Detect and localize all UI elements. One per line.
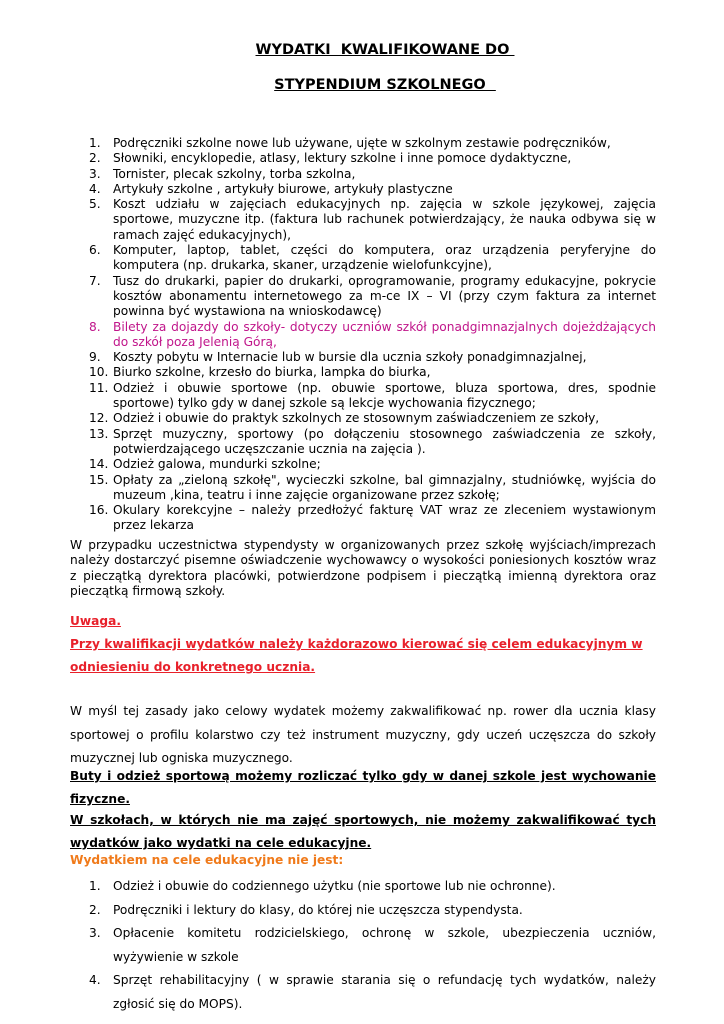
list-item: [60, 969, 656, 1016]
list-item-text: Odzież i obuwie do praktyk szkolnych ze stosownym zaświadczeniem ze szkoły,: [113, 411, 600, 426]
eligible-expenses-list: [60, 136, 656, 534]
list-item-number: 8.: [89, 319, 101, 334]
list-item: [60, 503, 656, 534]
uwaga-label: Uwaga.: [70, 614, 121, 628]
list-item-number: 16.: [89, 503, 109, 518]
list-item: [60, 381, 656, 412]
list-item: [60, 411, 656, 426]
trips-paragraph: W przypadku uczestnictwa stypendysty w organizowanych przez szkołę wyjściach/imprezach należy dostarczyć pisemne oświadczenie wychowawcy o wysokości poniesionych kosztów wraz z pieczątką dyrektora placówki, potwierdzone podpisem i pieczątką imienną dyrektora oraz pieczątką firmową szkoły.: [70, 538, 656, 599]
list-item-highlighted: [60, 320, 656, 351]
list-item-number: 5.: [89, 197, 101, 212]
list-item: [60, 136, 656, 151]
no-sport-classes-note: W szkołach, w których nie ma zajęć sportowych, nie możemy zakwalifikować tych wydatków jako wydatki na cele edukacyjne.: [70, 813, 656, 850]
title-line-2: STYPENDIUM SZKOLNEGO: [274, 77, 496, 93]
list-item-text: Koszt udziału w zajęciach edukacyjnych np. zajęcia w szkole językowej, zajęcia sportowe, muzyczne itp. (faktura lub rachunek potwierdzający, że nauka odbywa się w ramach zajęć edukacyjnych),: [113, 197, 656, 242]
list-item: [60, 875, 656, 899]
sport-clothing-note: Buty i odzież sportową możemy rozliczać tylko gdy w danej szkole jest wychowanie fizyczne.: [70, 769, 656, 806]
list-item: [60, 922, 656, 969]
list-item-text: Odzież i obuwie sportowe (np. obuwie sportowe, bluza sportowa, dres, spodnie sportowe) tylko gdy w danej szkole są lekcje wychowania fizycznego;: [113, 380, 656, 411]
list-item-number: 10.: [89, 365, 109, 380]
not-eligible-heading: Wydatkiem na cele edukacyjne nie jest:: [70, 853, 344, 867]
list-item-text: Podręczniki szkolne nowe lub używane, ujęte w szkolnym zestawie podręczników,: [113, 136, 611, 150]
list-item-number: 11.: [89, 380, 109, 395]
list-item: [60, 473, 656, 504]
uwaga-text: Przy kwalifikacji wydatków należy każdorazowo kierować się celem edukacyjnym w odniesieniu do konkretnego ucznia.: [70, 637, 643, 674]
list-item-number: 4.: [89, 181, 101, 196]
list-item-text: Koszty pobytu w Internacie lub w bursie dla ucznia szkoły ponadgimnazjalnej,: [113, 350, 587, 365]
list-item-number: 13.: [89, 426, 109, 441]
list-item-number: 1.: [89, 136, 101, 150]
list-item-number: 3.: [89, 926, 101, 940]
list-item: [60, 427, 656, 458]
list-item: [60, 167, 656, 182]
list-item-text: Sprzęt rehabilitacyjny ( w sprawie starania się o refundację tych wydatków, należy zgłosić się do MOPS).: [113, 973, 656, 1011]
list-item-number: 1.: [89, 879, 101, 893]
list-item-number: 7.: [89, 273, 101, 288]
list-item: [60, 197, 656, 243]
list-item-text: Tornister, plecak szkolny, torba szkolna,: [113, 166, 356, 181]
list-item: [60, 365, 656, 380]
list-item-text: Tusz do drukarki, papier do drukarki, oprogramowanie, programy edukacyjne, pokrycie kosztów abonamentu internetowego za m-ce IX – VI (przy czym faktura za internet powinna być wystawiona na wnioskodawcę): [113, 273, 656, 319]
list-item-text: Odzież i obuwie do codziennego użytku (nie sportowe lub nie ochronne).: [113, 879, 556, 893]
list-item-number: 15.: [89, 472, 109, 487]
list-item-number: 9.: [89, 350, 101, 365]
list-item-number: 14.: [89, 457, 109, 472]
list-item: [60, 182, 656, 197]
list-item-text: Komputer, laptop, tablet, części do komputera, oraz urządzenia peryferyjne do komputera (np. drukarka, skaner, urządzenie wielofunkcyjne),: [113, 243, 656, 273]
list-item: [60, 151, 656, 166]
list-item: [60, 243, 656, 274]
title-line-1: WYDATKI KWALIFIKOWANE DO: [255, 42, 515, 58]
list-item-text: Opłacenie komitetu rodzicielskiego, ochronę w szkole, ubezpieczenia uczniów, wyżywienie w szkole: [113, 926, 656, 964]
not-eligible-list: [60, 875, 656, 1016]
list-item: [60, 899, 656, 923]
list-item: [60, 457, 656, 472]
list-item-number: 4.: [89, 973, 101, 987]
list-item-text: Okulary korekcyjne – należy przedłożyć fakturę VAT wraz ze zleceniem wystawionym przez lekarza: [113, 503, 656, 533]
list-item-number: 2.: [89, 151, 101, 166]
list-item-text: Sprzęt muzyczny, sportowy (po dołączeniu stosownego zaświadczenia ze szkoły, potwierdzającego uczęszczanie ucznia na zajęcia ).: [113, 426, 656, 456]
list-item-number: 3.: [89, 166, 101, 181]
list-item-number: 2.: [89, 902, 101, 917]
list-item: [60, 350, 656, 365]
list-item-text: Bilety za dojazdy do szkoły- dotyczy uczniów szkół ponadgimnazjalnych dojeżdżających do szkół poza Jelenią Górą,: [113, 319, 656, 349]
list-item-text: Artykuły szkolne , artykuły biurowe, artykuły plastyczne: [113, 181, 453, 196]
list-item: [60, 274, 656, 320]
list-item-text: Biurko szkolne, krzesło do biurka, lampka do biurka,: [113, 365, 431, 380]
list-item-number: 12.: [89, 411, 109, 426]
list-item-text: Opłaty za „zieloną szkołę", wycieczki szkolne, bal gimnazjalny, studniówkę, wyjścia do muzeum ,kina, teatru i inne zajęcie organizowane przez szkołę;: [113, 472, 656, 502]
list-item-text: Podręczniki i lektury do klasy, do której nie uczęszcza stypendysta.: [113, 902, 523, 917]
list-item-number: 6.: [89, 243, 101, 258]
list-item-text: Odzież galowa, mundurki szkolne;: [113, 457, 321, 472]
list-item-text: Słowniki, encyklopedie, atlasy, lektury szkolne i inne pomoce dydaktyczne,: [113, 151, 572, 166]
example-paragraph: W myśl tej zasady jako celowy wydatek możemy zakwalifikować np. rower dla ucznia klasy sportowej o profilu kolarstwo czy też instrument muzyczny, gdy uczeń uczęszcza do szkoły muzycznej lub ogniska muzycznego.: [70, 704, 656, 765]
